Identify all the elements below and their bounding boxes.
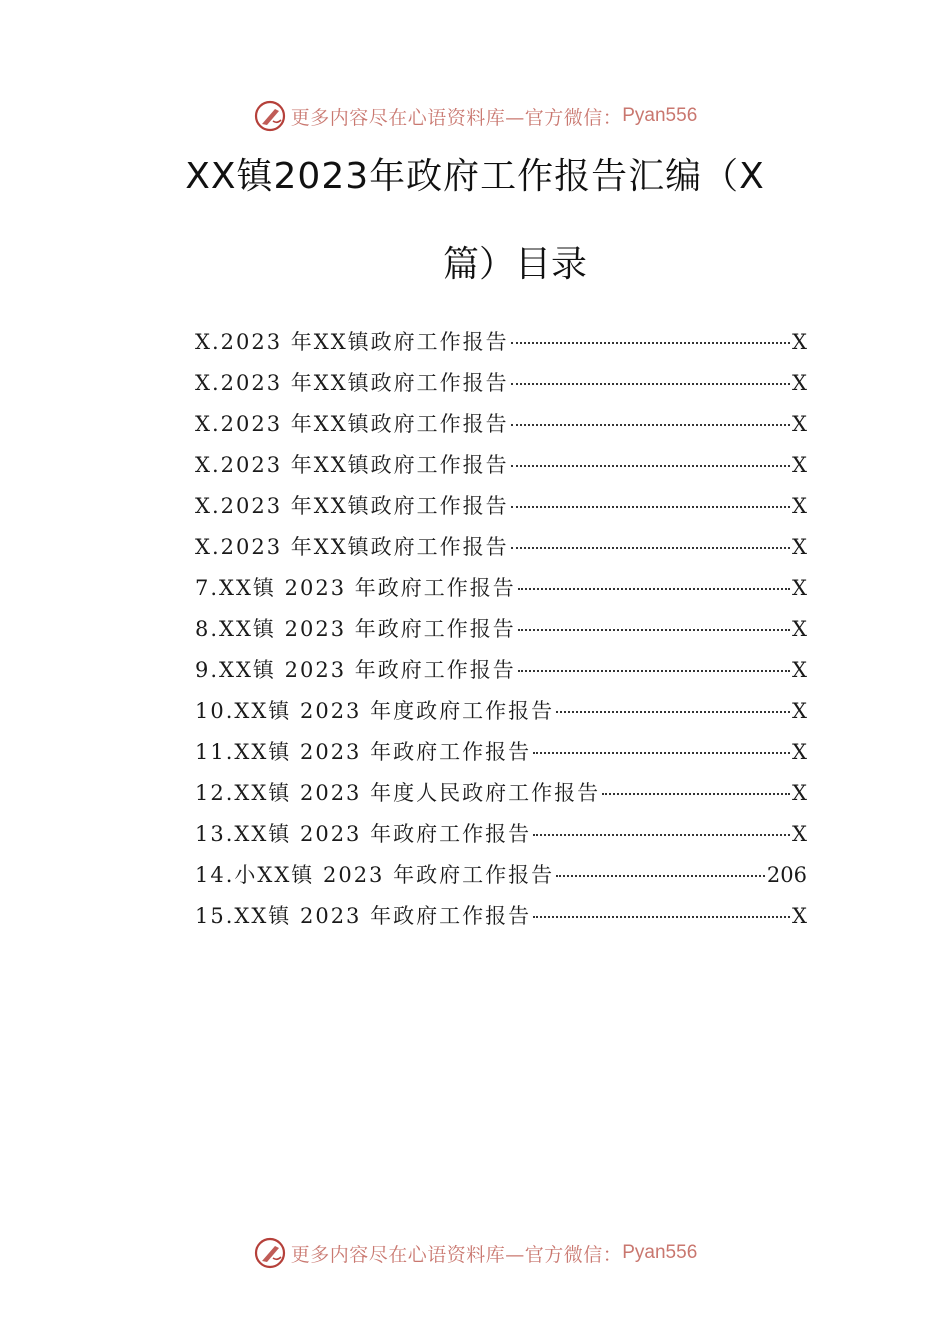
- toc-entry[interactable]: [195, 408, 807, 449]
- toc-leader-dots: [511, 424, 790, 426]
- document-title-continued: 篇）目录: [442, 244, 587, 285]
- toc-entry-label: 14.小XX镇 2023 年政府工作报告: [195, 863, 555, 887]
- footer-watermark: [0, 1233, 950, 1273]
- toc-entry[interactable]: [195, 818, 807, 859]
- toc-entry-page: X: [792, 371, 807, 395]
- toc-entry-page: X: [792, 576, 807, 600]
- toc-entry[interactable]: [195, 449, 807, 490]
- toc-leader-dots: [511, 342, 790, 344]
- toc-entry-page: X: [792, 412, 807, 436]
- toc-entry-page: X: [792, 740, 807, 764]
- toc-entry[interactable]: [195, 654, 807, 695]
- toc-entry-label: 9.XX镇 2023 年政府工作报告: [195, 658, 516, 682]
- toc-leader-dots: [511, 506, 790, 508]
- toc-leader-dots: [511, 547, 790, 549]
- toc-entry-page: X: [792, 617, 807, 641]
- toc-entry-label: X.2023 年XX镇政府工作报告: [195, 494, 509, 518]
- watermark-handle: Pyan556: [622, 105, 698, 126]
- toc-leader-dots: [602, 793, 790, 795]
- toc-entry-label: 10.XX镇 2023 年度政府工作报告: [195, 699, 555, 723]
- toc-leader-dots: [511, 465, 790, 467]
- table-of-contents: [195, 326, 807, 941]
- toc-entry-page: X: [792, 822, 807, 846]
- toc-entry[interactable]: [195, 326, 807, 367]
- toc-leader-dots: [518, 588, 790, 590]
- toc-entry-label: X.2023 年XX镇政府工作报告: [195, 535, 509, 559]
- document-title: XX镇2023年政府工作报告汇编（X: [185, 156, 765, 197]
- toc-entry[interactable]: [195, 613, 807, 654]
- toc-entry-label: 11.XX镇 2023 年政府工作报告: [195, 740, 532, 764]
- toc-leader-dots: [511, 383, 790, 385]
- toc-entry-label: X.2023 年XX镇政府工作报告: [195, 412, 509, 436]
- quill-seal-icon: [253, 1236, 287, 1270]
- toc-leader-dots: [556, 875, 765, 877]
- toc-entry-label: X.2023 年XX镇政府工作报告: [195, 371, 509, 395]
- watermark-handle: Pyan556: [622, 1242, 698, 1263]
- toc-entry-page: X: [792, 699, 807, 723]
- toc-entry-label: 15.XX镇 2023 年政府工作报告: [195, 904, 532, 928]
- toc-entry[interactable]: [195, 531, 807, 572]
- toc-entry-page: 206: [766, 863, 807, 887]
- toc-leader-dots: [533, 834, 790, 836]
- toc-leader-dots: [518, 629, 790, 631]
- toc-entry[interactable]: [195, 695, 807, 736]
- toc-entry[interactable]: [195, 777, 807, 818]
- toc-entry[interactable]: [195, 859, 807, 900]
- watermark-text: 更多内容尽在心语资料库—官方微信：: [290, 106, 623, 129]
- toc-leader-dots: [556, 711, 790, 713]
- toc-entry-label: 12.XX镇 2023 年度人民政府工作报告: [195, 781, 601, 805]
- toc-leader-dots: [518, 670, 790, 672]
- quill-seal-icon: [253, 99, 287, 133]
- toc-entry-page: X: [792, 781, 807, 805]
- toc-entry[interactable]: [195, 572, 807, 613]
- toc-entry-page: X: [792, 453, 807, 477]
- toc-entry[interactable]: [195, 490, 807, 531]
- toc-leader-dots: [533, 916, 790, 918]
- toc-entry-label: X.2023 年XX镇政府工作报告: [195, 330, 509, 354]
- toc-entry-page: X: [792, 330, 807, 354]
- toc-entry-label: X.2023 年XX镇政府工作报告: [195, 453, 509, 477]
- toc-entry-page: X: [792, 904, 807, 928]
- toc-entry[interactable]: [195, 367, 807, 408]
- toc-leader-dots: [533, 752, 790, 754]
- toc-entry-label: 13.XX镇 2023 年政府工作报告: [195, 822, 532, 846]
- toc-entry-label: 7.XX镇 2023 年政府工作报告: [195, 576, 516, 600]
- toc-entry-page: X: [792, 494, 807, 518]
- watermark-text: 更多内容尽在心语资料库—官方微信：: [290, 1243, 623, 1266]
- toc-entry[interactable]: [195, 900, 807, 941]
- toc-entry-page: X: [792, 658, 807, 682]
- toc-entry-label: 8.XX镇 2023 年政府工作报告: [195, 617, 516, 641]
- toc-entry-page: X: [792, 535, 807, 559]
- header-watermark: [0, 96, 950, 136]
- toc-entry[interactable]: [195, 736, 807, 777]
